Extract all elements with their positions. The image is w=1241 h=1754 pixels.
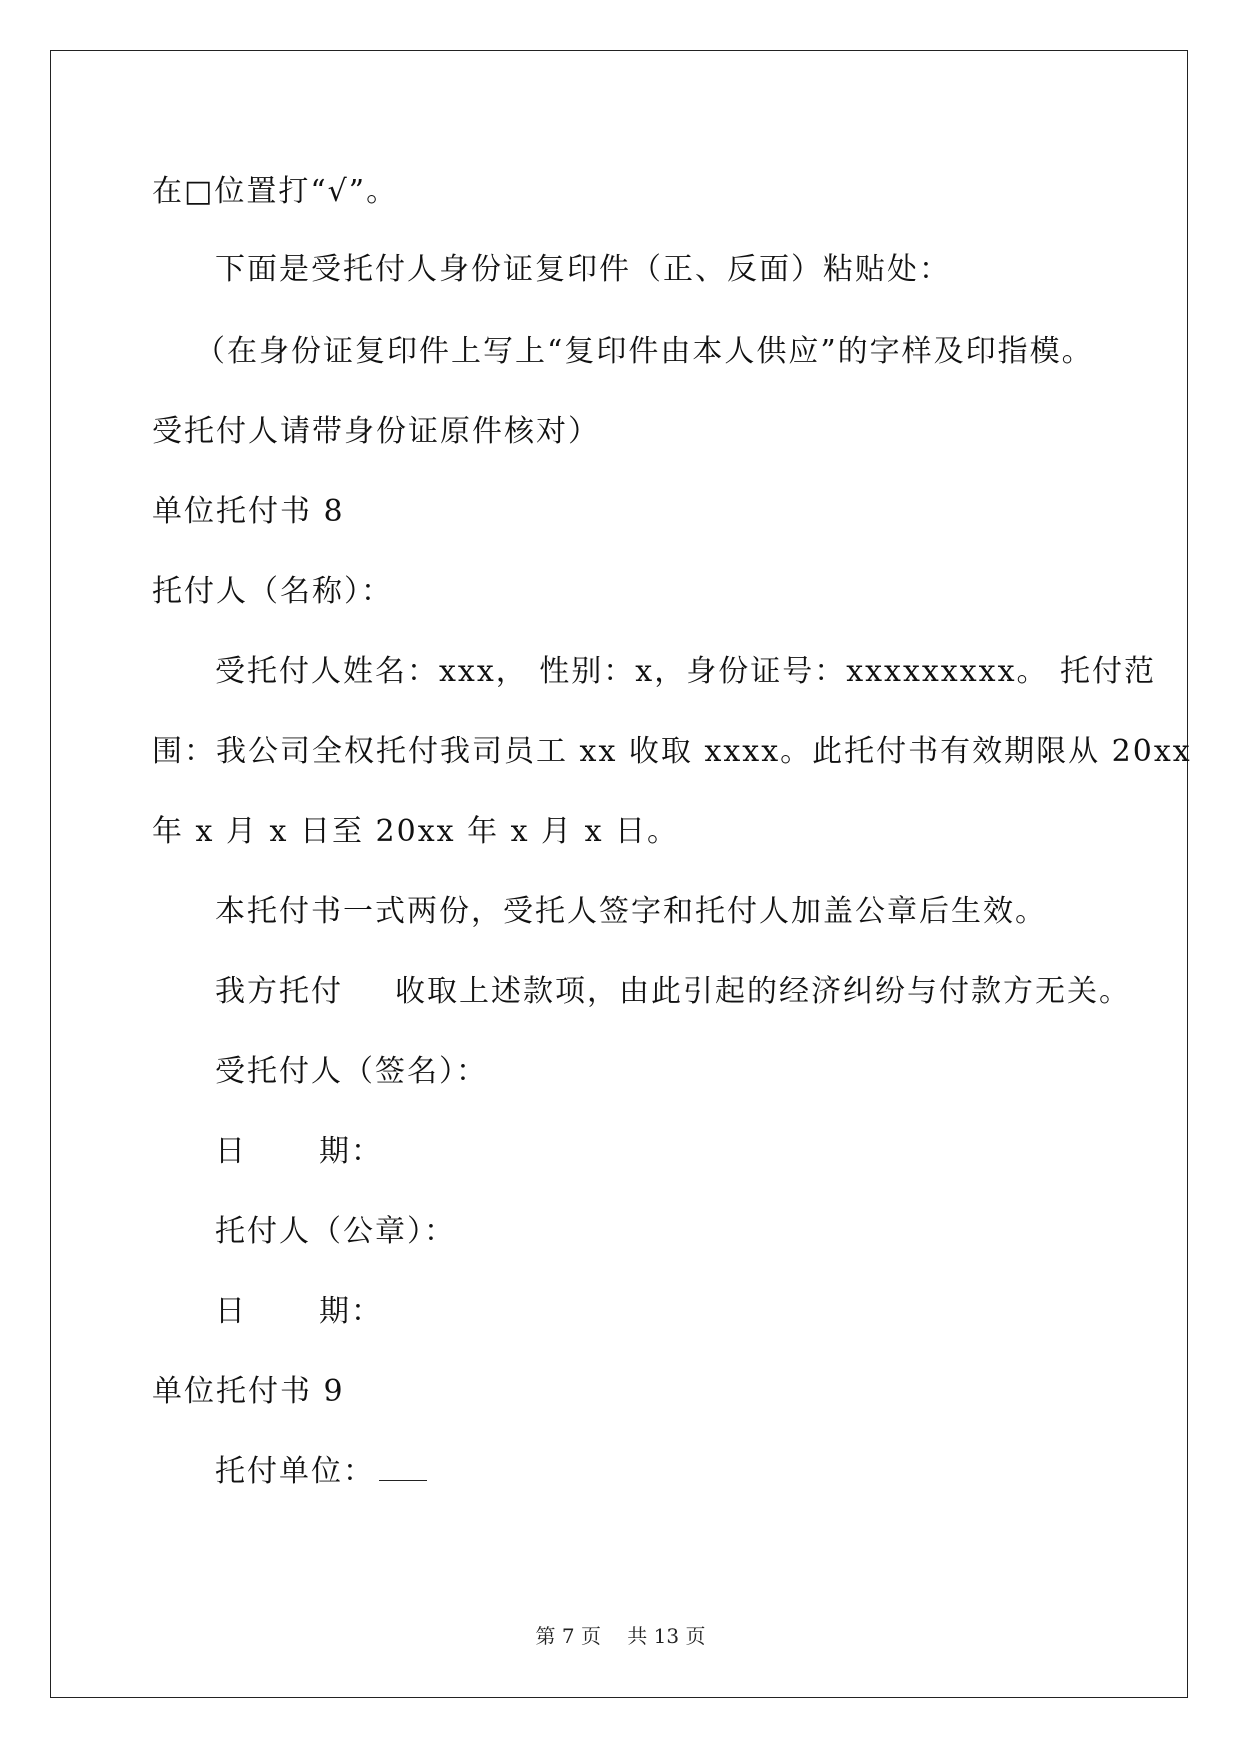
date-line [215, 1132, 383, 1172]
text-line [215, 972, 1131, 1012]
text-segment: 我方托付 [215, 974, 343, 1009]
text-line: （在身份证复印件上写上“复印件由本人供应”的字样及印指模。 [195, 334, 1094, 369]
text-segment: 日 [215, 1294, 247, 1329]
text-segment: 托付单位： [215, 1454, 375, 1489]
fill-in-blank [379, 1454, 427, 1481]
date-line [215, 1292, 383, 1332]
text-line: 受托付人姓名：xxx， 性别：x，身份证号：xxxxxxxxx。 托付范 [215, 654, 1157, 689]
text-segment: 收取上述款项，由此引起的经济纠纷与付款方无关。 [395, 974, 1131, 1009]
text-line: 围：我公司全权托付我司员工 xx 收取 xxxx。此托付书有效期限从 20xx [152, 734, 1192, 769]
text-segment: 期： [319, 1294, 383, 1329]
section-heading: 单位托付书 8 [152, 494, 345, 529]
text-line: 受托付人（签名）： [215, 1054, 488, 1089]
section-heading: 单位托付书 9 [152, 1374, 345, 1409]
text-line: 年 x 月 x 日至 20xx 年 x 月 x 日。 [152, 814, 680, 849]
text-line: 在□位置打“√”。 [152, 174, 399, 209]
page-footer: 第 7 页 共 13 页 [535, 1624, 706, 1648]
text-segment: 期： [319, 1134, 383, 1169]
page-border [50, 50, 1188, 1698]
text-line: 托付人（名称）： [152, 574, 393, 609]
text-line [215, 1452, 427, 1492]
text-segment: 日 [215, 1134, 247, 1169]
text-line: 受托付人请带身份证原件核对） [152, 414, 600, 449]
text-line: 托付人（公章）： [215, 1214, 456, 1249]
text-line: 下面是受托付人身份证复印件（正、反面）粘贴处： [215, 252, 951, 287]
text-line: 本托付书一式两份，受托人签字和托付人加盖公章后生效。 [215, 894, 1047, 929]
